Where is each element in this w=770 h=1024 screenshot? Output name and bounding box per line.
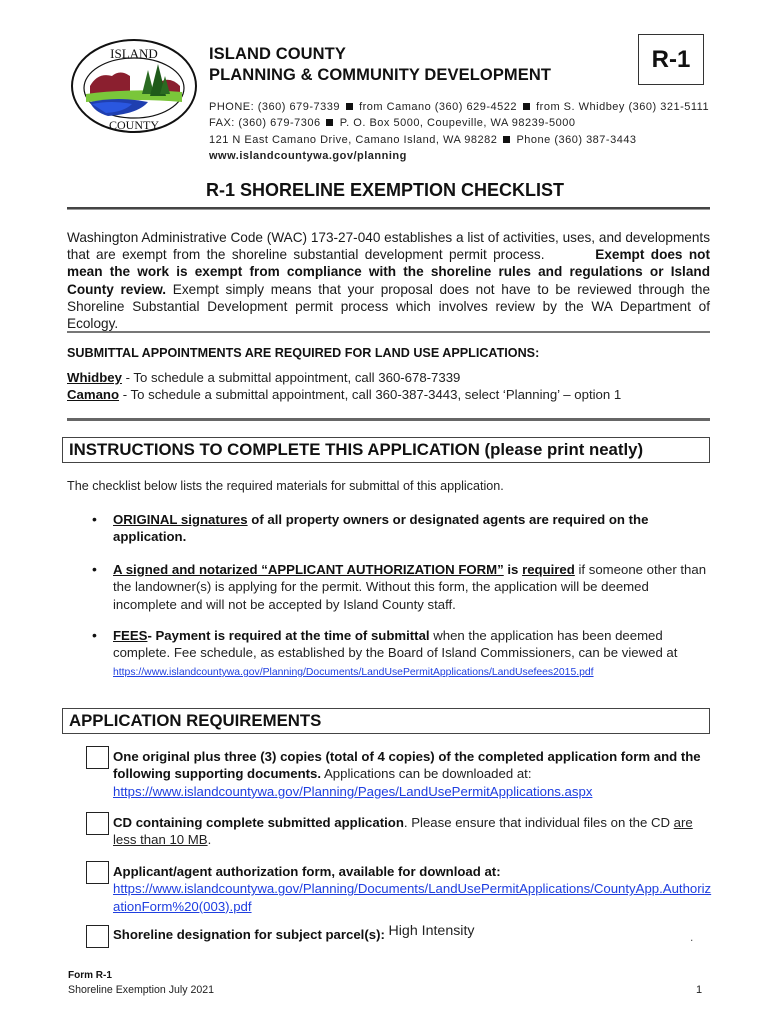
applications-link[interactable]: https://www.islandcountywa.gov/Planning/Pages/LandUsePermitApplications.aspx [113,783,593,799]
bullet-icon: • [92,511,97,527]
intro-paragraph [67,229,710,332]
page-title: R-1 SHORELINE EXEMPTION CHECKLIST [205,180,565,200]
whidbey-text: - To schedule a submittal appointment, call 360-678-7339 [121,370,461,385]
cd-period: . [207,832,212,848]
authorization-required: required [522,562,575,577]
square-bullet-icon [503,136,510,143]
form-code-badge: R-1 [638,34,704,85]
field-end-dot: . [690,930,694,944]
website-link[interactable]: www.islandcountywa.gov/planning [209,150,407,163]
authorization-form-link[interactable]: https://www.islandcountywa.gov/Planning/Documents/LandUsePermitApplications/CountyApp.AuthorizationForm%20(003).pdf [113,881,712,914]
phone-camano: from Camano (360) 629-4522 [359,101,517,113]
instruction-authorization [113,561,710,613]
fees-underline: FEES [113,628,148,643]
org-line-1: ISLAND COUNTY [209,45,346,63]
logo-emblem-icon [68,36,200,136]
square-bullet-icon [346,103,353,110]
requirement-copies [113,748,713,800]
checkbox-authorization-form[interactable] [86,861,109,884]
authorization-underline: A signed and notarized “APPLICANT AUTHORIZATION FORM” [113,562,504,577]
copies-text: Applications can be downloaded at: [321,766,532,782]
contact-camano-line [209,132,709,148]
phone-main: PHONE: (360) 679-7339 [209,101,340,113]
bullet-icon: • [92,627,97,643]
appointments-heading: SUBMITTAL APPOINTMENTS ARE REQUIRED FOR LAND USE APPLICATIONS: [67,346,540,360]
shoreline-designation-label: Shoreline designation for subject parcel(s): [113,927,385,942]
cd-bold: CD containing complete submitted application [113,815,404,830]
camano-label: Camano [67,387,120,402]
intro-text-1: Washington Administrative Code (WAC) 173-27-040 establishes a list of activities, uses, and developments that are exempt from the shoreline substantial development permit process. [67,230,710,263]
instructions-lead: The checklist below lists the required materials for submittal of this application. [67,479,504,493]
intro-text-2: Exempt simply means that your proposal does not have to be reviewed through the Shoreline Substantial Development permit process which involves review by the WA Department of Ecology. [67,281,710,332]
appointments-divider [67,418,710,421]
bullet-icon: • [92,561,97,577]
appointment-whidbey [67,370,460,385]
intro-bold-text: Exempt does not mean the work is exempt from compliance with the shoreline rules and regulations or Island County review. [67,247,710,297]
footer-subtitle: Shoreline Exemption July 2021 [68,984,215,996]
organization-name [209,44,551,86]
po-box: P. O. Box 5000, Coupeville, WA 98239-5000 [339,117,576,130]
intro-divider [67,331,710,333]
island-county-logo [68,36,200,136]
fax-number: FAX: (360) 679-7306 [209,117,321,130]
checkbox-shoreline-designation[interactable] [86,925,109,948]
signatures-bold: of all property owners or designated agents are required on the application. [113,512,649,545]
authorization-is: is [503,562,523,577]
camano-text: - To schedule a submittal appointment, call 360-387-3443, select ‘Planning’ – option 1 [119,387,622,402]
fees-text: when the application has been deemed complete. Fee schedule, as established by the Board of Island Commissioners, can be viewed at [113,628,678,661]
fee-schedule-link[interactable]: https://www.islandcountywa.gov/Planning/Documents/LandUsePermitApplications/LandUsefees2015.pdf [113,666,594,678]
cd-size-limit: are less than 10 MB [113,815,693,848]
contact-info [209,99,709,165]
contact-phone-line [209,99,709,115]
square-bullet-icon [523,103,530,110]
checkbox-copies[interactable] [86,746,109,769]
phone-whidbey: from S. Whidbey (360) 321-5111 [536,101,710,113]
svg-text:ISLAND: ISLAND [110,46,158,61]
checkbox-cd[interactable] [86,812,109,835]
square-bullet-icon [326,119,333,126]
page-number: 1 [696,984,703,996]
authorization-text: if someone other than the landowner(s) is applying for the permit. Without this form, the application will be deemed incomplete and will not be accepted by Island County staff. [113,562,707,612]
instruction-signatures [113,511,710,546]
contact-fax-line [209,115,709,131]
signatures-underline: ORIGINAL signatures [113,512,248,527]
requirement-authorization-form [113,863,713,915]
copies-bold: One original plus three (3) copies (total of 4 copies) of the completed application form and the following supporting documents. [113,749,701,782]
authorization-form-bold: Applicant/agent authorization form, available for download at: [113,864,501,879]
instructions-heading: INSTRUCTIONS TO COMPLETE THIS APPLICATION (please print neatly) [62,437,710,463]
requirements-heading: APPLICATION REQUIREMENTS [62,708,710,734]
cd-text: . Please ensure that individual files on the CD [403,815,674,830]
appointment-camano [67,387,621,402]
requirement-shoreline-designation [113,923,713,944]
org-line-2: PLANNING & COMMUNITY DEVELOPMENT [209,66,552,84]
camano-phone: Phone (360) 387-3443 [516,133,637,146]
title-divider [67,207,710,210]
svg-text:COUNTY: COUNTY [109,118,159,132]
requirement-cd [113,814,713,849]
whidbey-label: Whidbey [67,370,122,385]
fees-bold: - Payment is required at the time of submittal [147,628,430,643]
shoreline-designation-field[interactable]: High Intensity [388,923,475,939]
camano-address: 121 N East Camano Drive, Camano Island, WA 98282 [209,133,498,146]
footer-form-id: Form R-1 [68,970,112,981]
instruction-fees [113,627,710,681]
